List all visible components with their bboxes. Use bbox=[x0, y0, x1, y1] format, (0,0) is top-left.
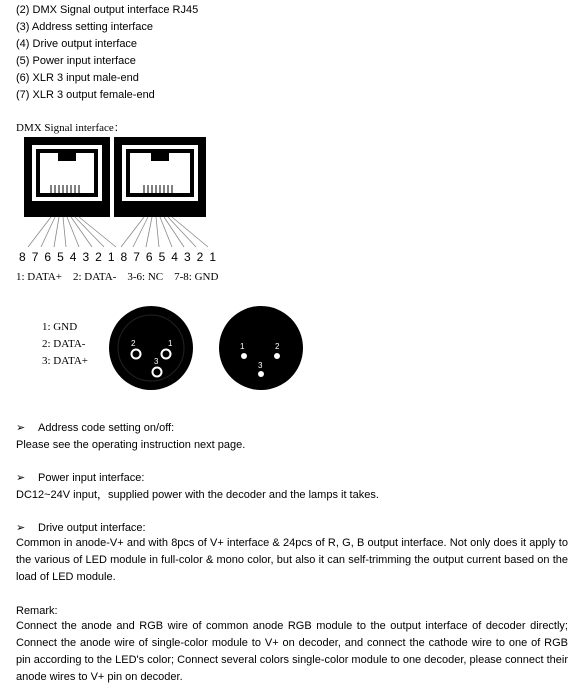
pin-number: 5 bbox=[57, 250, 64, 264]
drive-title-text: Drive output interface: bbox=[38, 522, 146, 534]
pin-number: 2 bbox=[95, 250, 102, 264]
address-title-text: Address code setting on/off: bbox=[38, 422, 175, 434]
pin-number: 3 bbox=[82, 250, 90, 264]
pin-number: 7 bbox=[31, 250, 39, 264]
rj45-port-left bbox=[24, 137, 116, 247]
drive-section-title bbox=[16, 521, 146, 535]
pin-number: 1 bbox=[209, 250, 216, 264]
xlr-female-pin-label: 3 bbox=[258, 361, 263, 370]
xlr-label-gnd: 1: GND bbox=[42, 321, 78, 333]
interface-item-4: (4) Drive output interface bbox=[16, 38, 138, 50]
xlr-label-data-plus: 3: DATA+ bbox=[42, 355, 88, 367]
remark-title: Remark: bbox=[16, 605, 58, 617]
rj45-pin-numbers bbox=[19, 250, 222, 264]
address-section-title bbox=[16, 421, 174, 435]
power-title-text: Power input interface: bbox=[38, 472, 145, 484]
arrow-bullet-icon: ➢ bbox=[16, 472, 26, 484]
pin-number: 4 bbox=[171, 250, 178, 264]
power-section-title bbox=[16, 471, 144, 485]
pin-number: 6 bbox=[44, 250, 52, 264]
xlr-female-pin-label: 2 bbox=[275, 342, 280, 351]
rj45-port-right bbox=[114, 137, 208, 247]
pin-number: 4 bbox=[69, 250, 77, 264]
dmx-heading: DMX Signal interface： bbox=[16, 122, 125, 134]
xlr-male-connector bbox=[108, 305, 194, 391]
pin-number: 7 bbox=[133, 250, 140, 264]
interface-item-5: (5) Power input interface bbox=[16, 55, 136, 67]
xlr-female-pin-label: 1 bbox=[240, 342, 245, 351]
arrow-bullet-icon: ➢ bbox=[16, 522, 26, 534]
xlr-male-pin-label: 2 bbox=[131, 339, 136, 348]
pin-number: 8 bbox=[19, 250, 26, 264]
xlr-female-connector bbox=[218, 305, 304, 391]
arrow-bullet-icon: ➢ bbox=[16, 422, 26, 434]
pin-number: 8 bbox=[120, 250, 128, 264]
xlr-label-data-minus: 2: DATA- bbox=[42, 338, 86, 350]
xlr-male-pin-label: 3 bbox=[154, 357, 159, 366]
interface-item-3: (3) Address setting interface bbox=[16, 21, 153, 33]
drive-section-body: Common in anode-V+ and with 8pcs of V+ interface & 24pcs of R, G, B output interface. Not only does it apply to the various of LED module in full-color & mono color, but also it can self-trimming the output current based on the load of LED module. bbox=[16, 537, 568, 583]
pin-number: 3 bbox=[183, 250, 191, 264]
pin-number: 2 bbox=[196, 250, 204, 264]
xlr-male-pin-label: 1 bbox=[168, 339, 173, 348]
power-section-body: DC12~24V input，supplied power with the decoder and the lamps it takes. bbox=[16, 489, 379, 501]
address-section-body: Please see the operating instruction next page. bbox=[16, 439, 246, 451]
interface-item-6: (6) XLR 3 input male-end bbox=[16, 72, 139, 84]
interface-item-7: (7) XLR 3 output female-end bbox=[16, 89, 155, 101]
interface-item-2: (2) DMX Signal output interface RJ45 bbox=[16, 4, 199, 16]
pin-number: 1 bbox=[107, 250, 115, 264]
rj45-pin-legend: 1: DATA+ 2: DATA- 3-6: NC 7-8: GND bbox=[16, 271, 219, 283]
pin-number: 5 bbox=[158, 250, 166, 264]
rj45-diagram bbox=[24, 137, 214, 249]
remark-body: Connect the anode and RGB wire of common anode RGB module to the output interface of decoder directly; Connect the anode wire of single-color module to V+ on decoder, and connect the cathode wire to one of RGB pin according to the LED's color; Connect several colors single-color module to one decoder, please connect their anode wires to V+ pin on decoder. bbox=[16, 620, 568, 683]
pin-number: 6 bbox=[145, 250, 153, 264]
